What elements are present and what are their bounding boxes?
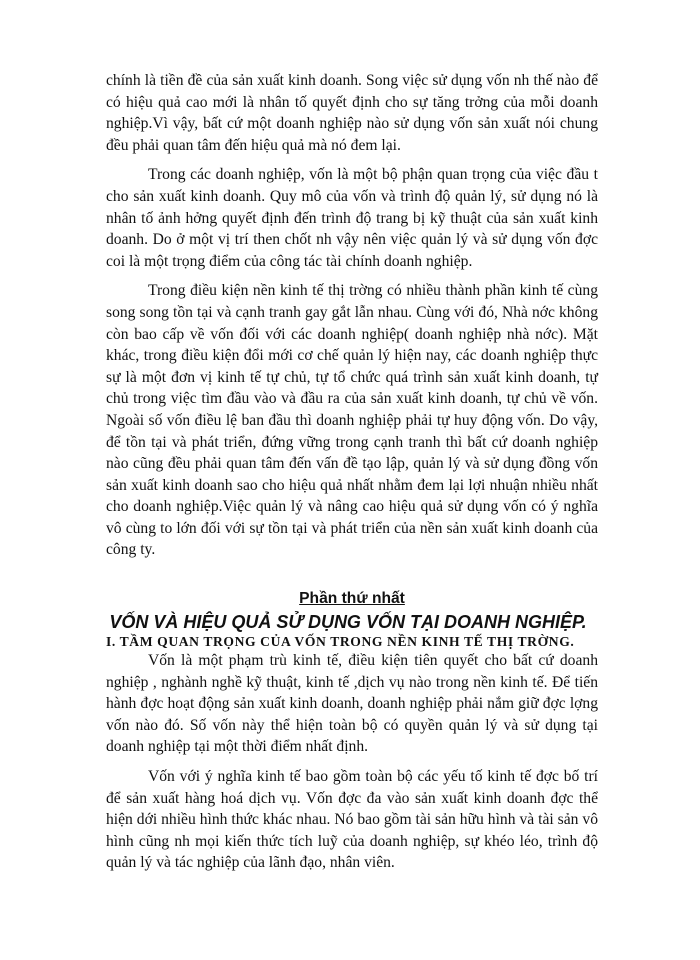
paragraph-1: chính là tiền đề của sản xuất kinh doanh. Song việc sử dụng vốn nh thế nào để có hiệu quả cao mới là nhân tố quyết định cho sự tăng trởng của mỗi doanh nghiệp.Vì vậy, bất cứ một doanh nghiệp nào sử dụng vốn sản xuất nói chung đều phải quan tâm đến hiệu quả mà nó đem lại. (106, 72, 598, 154)
paragraph-4: Vốn là một phạm trù kinh tế, điều kiện tiên quyết cho bất cứ doanh nghiệp , nghành nghề kỹ thuật, kinh tế ,dịch vụ nào trong nền kinh tế. Để tiến hành đợc hoạt động sản xuất kinh doanh, doanh nghiệp phải nắm giữ đợc lợng vốn nào đó. Số vốn này thể hiện toàn bộ có quyền quản lý và sử dụng tại doanh nghiệp tại một thời điểm nhất định. (106, 652, 598, 756)
paragraph-5: Vốn với ý nghĩa kinh tế bao gồm toàn bộ các yếu tố kinh tế đợc bố trí để sản xuất hàng hoá dịch vụ. Vốn đợc đa vào sản xuất kinh doanh đợc thể hiện dới nhiều hình thức khác nhau. Nó bao gồm tài sản hữu hình và tài sản vô hình cũng nh mọi kiến thức tích luỹ của doanh nghiệp, sự khéo léo, trình độ quản lý và tác nghiệp của lãnh đạo, nhân viên. (106, 768, 598, 872)
paragraph-2: Trong các doanh nghiệp, vốn là một bộ phận quan trọng của việc đầu t cho sản xuất kinh doanh. Quy mô của vốn và trình độ quản lý, sử dụng nó là nhân tố ảnh hởng quyết định đến trình độ trang bị kỹ thuật của sản xuất kinh doanh. Do ở một vị trí then chốt nh vậy nên việc quản lý và sử dụng vốn đợc coi là một trọng điểm của công tác tài chính doanh nghiệp. (106, 166, 598, 270)
paragraph-gap (106, 156, 598, 164)
paragraph-gap (106, 272, 598, 280)
section-title: I. TẦM QUAN TRỌNG CỦA VỐN TRONG NỀN KINH TẾ THỊ TRỜNG. (106, 634, 575, 650)
paragraph-3: Trong điều kiện nền kinh tế thị trờng có nhiều thành phần kinh tế cùng song song tồn tại và cạnh tranh gay gắt lẫn nhau. Cùng với đó, Nhà nớc không còn bao cấp về vốn đối với các doanh nghiệp( doanh nghiệp nhà nớc). Mặt khác, trong điều kiện đổi mới cơ chế quản lý hiện nay, các doanh nghiệp thực sự là một đơn vị kinh tế tự chủ, tự tổ chức quá trình sản xuất kinh doanh, tự chủ trong việc tìm đầu vào và đầu ra của sản xuất kinh doanh, tự chủ về vốn. Ngoài số vốn điều lệ ban đầu thì doanh nghiệp phải tự huy động vốn. Do vậy, để tồn tại và phát triển, đứng vững trong cạnh tranh thì bất cứ doanh nghiệp nào cũng đều phải quan tâm đến vấn đề tạo lập, quản lý và sử dụng đồng vốn sản xuất kinh doanh sao cho hiệu quả nhất nhằm đem lại lợi nhuận nhiều nhất cho doanh nghiệp.Việc quản lý và nâng cao hiệu quả sử dụng vốn có ý nghĩa vô cùng to lớn đối với sự tồn tại và phát triển của nền sản xuất kinh doanh của công ty. (106, 282, 598, 559)
paragraph-gap (106, 758, 598, 766)
part-title: Phần thứ nhất (299, 590, 405, 608)
document-page (106, 70, 598, 874)
chapter-title: VỐN VÀ HIỆU QUẢ SỬ DỤNG VỐN TẠI DOANH NGHIỆP. (109, 612, 587, 633)
